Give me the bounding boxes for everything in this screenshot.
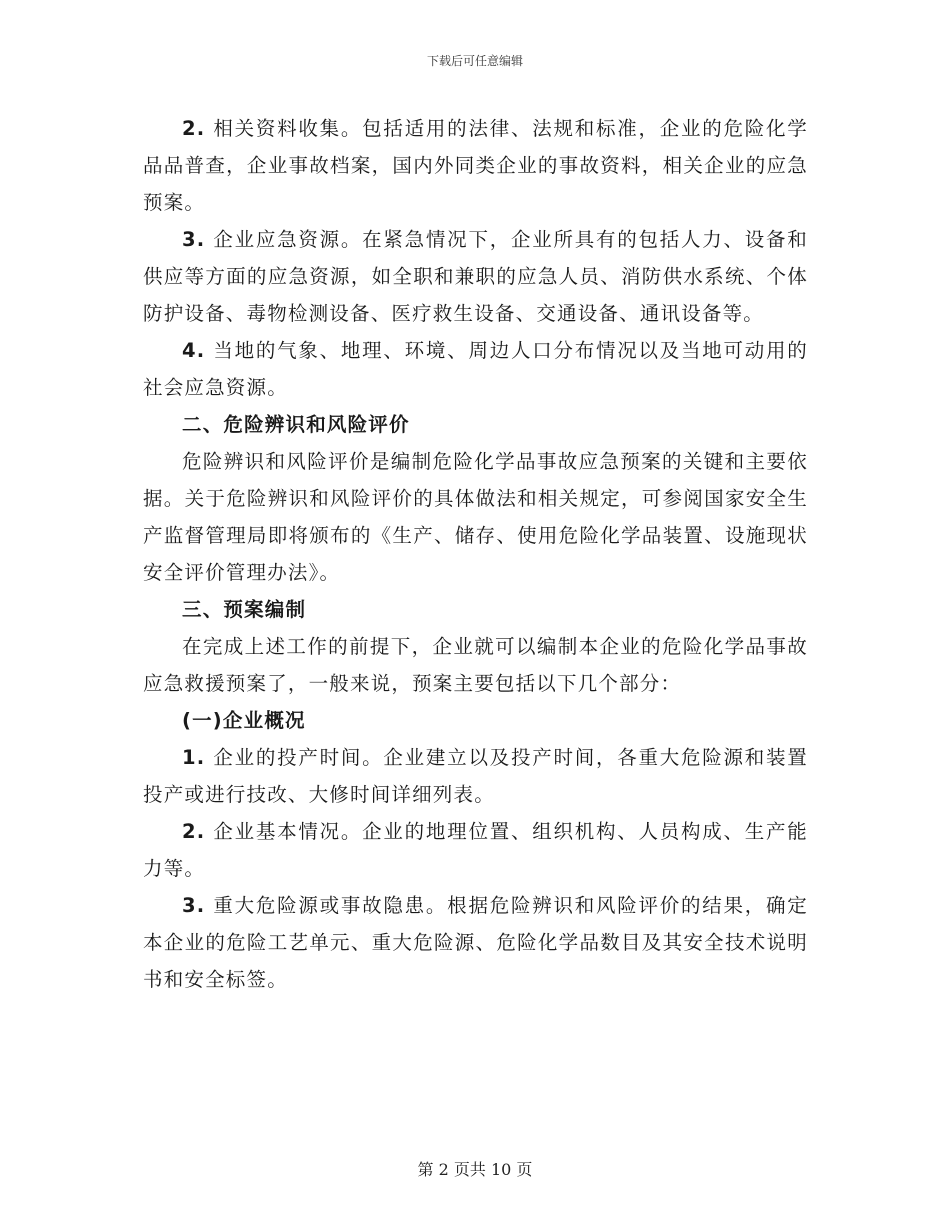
item-number: 3.	[182, 894, 206, 917]
section-heading-plan: 三、预案编制	[182, 598, 307, 621]
paragraph-text: 重大危险源或事故隐患。根据危险辨识和风险评价的结果，确定本企业的危险工艺单元、重大危险源、危险化学品数目及其安全技术说明书和安全标签。	[143, 894, 808, 991]
item-number: 3.	[182, 228, 206, 251]
sub-heading-overview: (一)企业概况	[182, 709, 306, 732]
paragraph-item-3	[143, 221, 808, 332]
overview-item-3	[143, 887, 808, 998]
document-body	[143, 110, 808, 998]
overview-item-1	[143, 739, 808, 813]
section-body-plan: 在完成上述工作的前提下，企业就可以编制本企业的危险化学品事故应急救援预案了，一般来说，预案主要包括以下几个部分：	[143, 635, 808, 695]
section-body-risk: 危险辨识和风险评价是编制危险化学品事故应急预案的关键和主要依据。关于危险辨识和风险评价的具体做法和相关规定，可参阅国家安全生产监督管理局即将颁布的《生产、储存、使用危险化学品装置、设施现状安全评价管理办法》。	[143, 450, 808, 584]
paragraph-text: 企业的投产时间。企业建立以及投产时间，各重大危险源和装置投产或进行技改、大修时间详细列表。	[143, 746, 808, 806]
paragraph-text: 相关资料收集。包括适用的法律、法规和标准，企业的危险化学品品普查，企业事故档案，国内外同类企业的事故资料，相关企业的应急预案。	[143, 117, 808, 214]
overview-item-2	[143, 813, 808, 887]
paragraph-item-4	[143, 332, 808, 406]
item-number: 2.	[182, 117, 206, 140]
paragraph-text: 当地的气象、地理、环境、周边人口分布情况以及当地可动用的社会应急资源。	[143, 339, 808, 399]
section-heading-risk: 二、危险辨识和风险评价	[182, 413, 410, 436]
page-footer: 第 2 页共 10 页	[417, 1160, 533, 1179]
item-number: 2.	[182, 820, 206, 843]
page-header: 下载后可任意编辑	[426, 54, 523, 68]
item-number: 4.	[182, 339, 206, 362]
paragraph-item-2	[143, 110, 808, 221]
paragraph-text: 企业应急资源。在紧急情况下，企业所具有的包括人力、设备和供应等方面的应急资源，如全职和兼职的应急人员、消防供水系统、个体防护设备、毒物检测设备、医疗救生设备、交通设备、通讯设备等。	[143, 228, 808, 325]
paragraph-text: 企业基本情况。企业的地理位置、组织机构、人员构成、生产能力等。	[143, 820, 808, 880]
item-number: 1.	[182, 746, 206, 769]
